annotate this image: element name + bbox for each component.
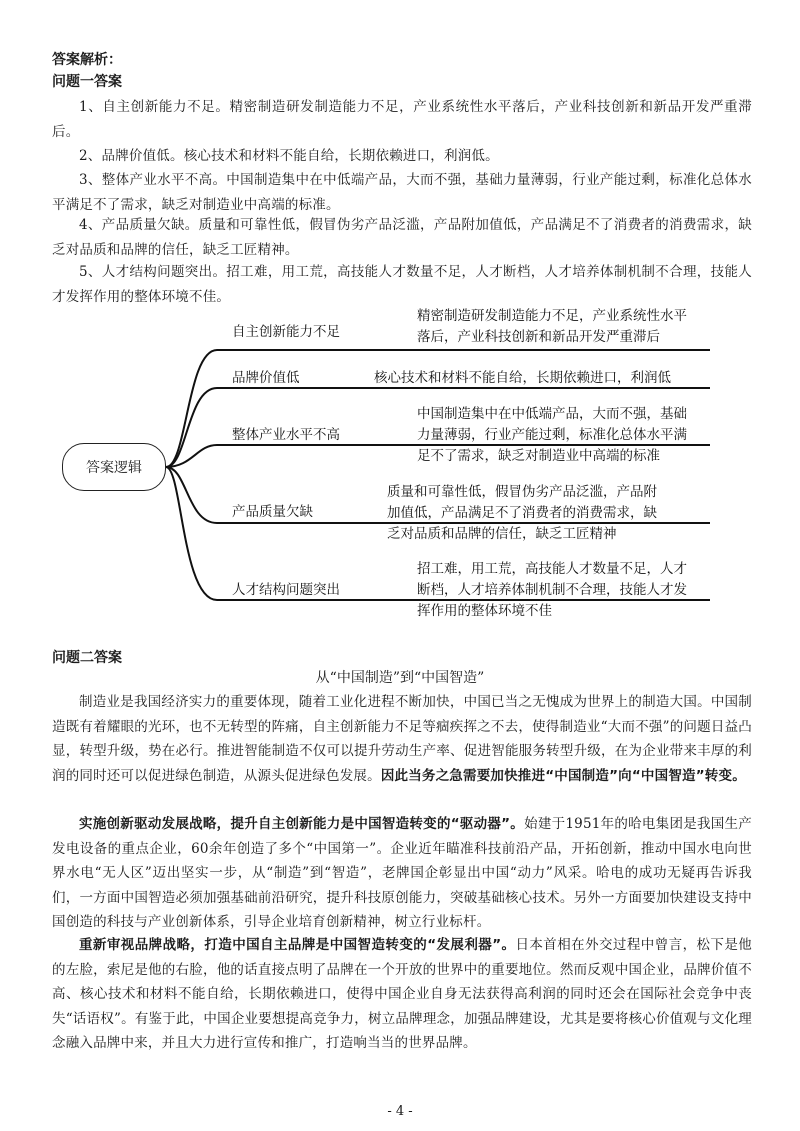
question-one-title: 问题一答案 <box>52 74 122 90</box>
analysis-title: 答案解析： <box>52 52 122 68</box>
q1-item-4: 4、产品质量欠缺。质量和可靠性低，假冒伪劣产品泛滥，产品附加值低，产品满足不了消费者的消费需求，缺乏对品质和品牌的信任，缺乏工匠精神。 <box>52 217 752 258</box>
branch-label-5: 人才结构问题突出 <box>232 582 340 598</box>
essay-title: 从“中国制造”到“中国智造” <box>315 670 485 686</box>
branch-label-4: 产品质量欠缺 <box>232 504 313 520</box>
branch-label-3: 整体产业水平不高 <box>232 427 340 443</box>
branch-detail-1: 精密制造研发制造能力不足，产业系统性水平 落后，产业科技创新和新品开发严重滞后 <box>417 308 687 345</box>
connector-branch-3 <box>166 445 404 467</box>
essay-paragraph-1: 制造业是我国经济实力的重要体现，随着工业化进程不断加快，中国已当之无愧成为世界上的制造大国。中国制造既有着耀眼的光环，也不无转型的阵痛，自主创新能力不足等痼疾挥之不去，使得制造业“大而不强”的问题日益凸显，转型升级，势在必行。推进智能制造不仅可以提升劳动生产率、促进智能服务转型升级，在为企业带来丰厚的利润的同时还可以促进绿色制造，从源头促进绿色发展。因此当务之急需要加快推进“中国制造”向“中国智造”转变。 <box>52 694 752 784</box>
essay-paragraph-3: 重新审视品牌战略，打造中国自主品牌是中国智造转变的“发展利器”。日本首相在外交过程中曾言，松下是他的左脸，索尼是他的右脸，他的话直接点明了品牌在一个开放的世界中的重要地位。然而反观中国企业，品牌价值不高、核心技术和材料不能自给，长期依赖进口，使得中国企业自身无法获得高利润的同时还会在国际社会竞争中丧失“话语权”。有鉴于此，中国企业要想提高竞争力，树立品牌理念，加强品牌建设，尤其是要将核心价值观与文化理念融入品牌中来，并且大力进行宣传和推广，打造响当当的世界品牌。 <box>52 937 752 1051</box>
branch-detail-4: 质量和可靠性低，假冒伪劣产品泛滥，产品附 加值低，产品满足不了消费者的消费需求，缺 乏对品质和品牌的信任，缺乏工匠精神 <box>387 484 657 542</box>
page-number: - 4 - <box>387 1104 413 1119</box>
essay-paragraph-3-heading: 重新审视品牌战略，打造中国自主品牌是中国智造转变的“发展利器”。 <box>79 937 516 953</box>
branch-label-1: 自主创新能力不足 <box>232 324 340 340</box>
branch-detail-5: 招工难，用工荒，高技能人才数量不足，人才 断档，人才培养体制机制不合理，技能人才发 挥作用的整体环境不佳 <box>417 561 687 619</box>
mindmap-root: 答案逻辑 <box>62 443 166 491</box>
essay-paragraph-2-heading: 实施创新驱动发展战略，提升自主创新能力是中国智造转变的“驱动器”。 <box>79 816 525 832</box>
branch-detail-3: 中国制造集中在中低端产品，大而不强，基础 力量薄弱，行业产能过剩，标准化总体水平满 足不了需求，缺乏对制造业中高端的标准 <box>417 406 687 464</box>
q1-item-5: 5、人才结构问题突出。招工难，用工荒，高技能人才数量不足，人才断档，人才培养体制机制不合理，技能人才发挥作用的整体环境不佳。 <box>52 264 752 305</box>
answer-logic-mindmap <box>52 310 724 635</box>
q1-item-2: 2、品牌价值低。核心技术和材料不能自给，长期依赖进口，利润低。 <box>79 148 499 164</box>
q1-item-3: 3、整体产业水平不高。中国制造集中在中低端产品，大而不强，基础力量薄弱，行业产能过剩，标准化总体水平满足不了需求，缺乏对制造业中高端的标准。 <box>52 172 752 213</box>
branch-label-2: 品牌价值低 <box>232 370 300 386</box>
question-two-title: 问题二答案 <box>52 650 122 666</box>
essay-paragraph-1-thesis: 因此当务之急需要加快推进“中国制造”向“中国智造”转变。 <box>380 767 746 784</box>
q1-item-1: 1、自主创新能力不足。精密制造研发制造能力不足，产业系统性水平落后，产业科技创新和新品开发严重滞后。 <box>52 99 752 140</box>
essay-paragraph-2: 实施创新驱动发展战略，提升自主创新能力是中国智造转变的“驱动器”。始建于1951年的哈电集团是我国生产发电设备的重点企业，60余年创造了多个“中国第一”。企业近年瞄准科技前沿产品，开拓创新，推动中国水电向世界水电“无人区”迈出坚实一步，从“制造”到“智造”，老牌国企彰显出中国“动力”风采。哈电的成功无疑再告诉我们，一方面中国智造必须加强基础前沿研究，提升科技原创能力，突破基础核心技术。另外一方面要加快建设支持中国创造的科技与产业创新体系，引导企业培育创新精神，树立行业标杆。 <box>52 816 752 930</box>
branch-detail-2: 核心技术和材料不能自给，长期依赖进口，利润低 <box>374 370 671 386</box>
